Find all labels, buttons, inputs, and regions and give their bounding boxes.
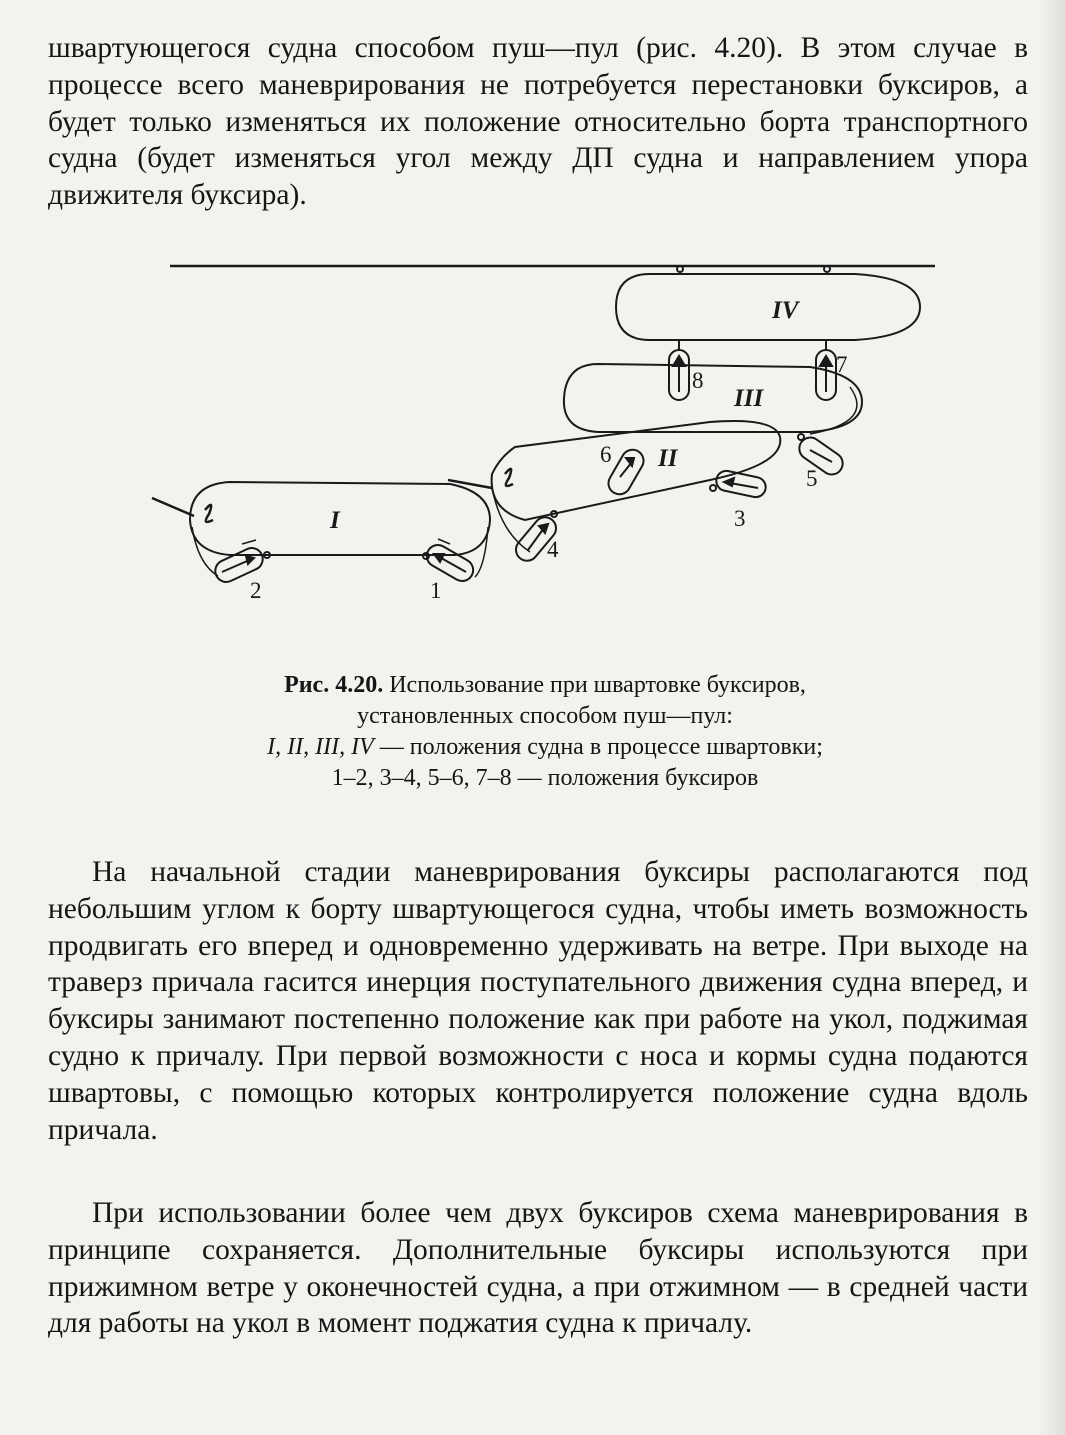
ship-label: II [658, 445, 678, 472]
tug-label-4: 4 [547, 537, 559, 562]
tug-1 [423, 527, 488, 585]
tug-5 [795, 433, 847, 479]
caption-line-3 [150, 732, 940, 763]
mooring-diagram [150, 252, 940, 622]
propeller-icon [205, 505, 213, 522]
caption-line-2: установленных способом пуш—пул: [357, 703, 733, 729]
tug-3 [710, 469, 768, 499]
tug-label-6: 6 [600, 442, 612, 467]
tug-2 [192, 527, 270, 586]
caption-text: Использование при швартовке буксиров, [383, 672, 806, 698]
caption-line-1 [150, 670, 940, 701]
ship-label: I [330, 507, 340, 534]
paragraph-2: При использовании более чем двух буксиров схема маневрирования в принципе сохраняется. Дополнительные буксиры используются при прижимном ветре у оконечностей судна, а при отжимном — в средней части для работы на укол в момент поджатия судна к причалу. [48, 1197, 1028, 1340]
bollard [824, 266, 830, 272]
caption-line-4: 1–2, 3–4, 5–6, 7–8 — положения буксиров [331, 765, 759, 791]
caption-roman-numerals: I, II, III, IV [267, 734, 374, 760]
ship-position-iv [616, 274, 920, 340]
tug-label-8: 8 [692, 368, 704, 393]
tug-label-3: 3 [734, 506, 746, 531]
propeller-icon [505, 469, 513, 486]
tug-label-7: 7 [836, 352, 848, 377]
paragraph-1: На начальной стадии маневрирования буксиры располагаются под небольшим углом к борту швартующегося судна, чтобы иметь возможность продвигать его вперед и одновременно удерживать на ветре. При выходе на траверз причала гасится инерция поступательного движения судна вперед, и буксиры занимают постепенно положение как при работе на укол, поджимая судно к причалу. При первой возможности с носа и кормы судна подаются швартовы, с помощью которых контролируется положение судна вдоль причала. [48, 856, 1028, 1146]
ship-label: IV [772, 297, 799, 324]
figure-caption [150, 670, 940, 794]
ship-label: III [734, 385, 764, 412]
tug-label-1: 1 [430, 578, 442, 603]
tug-label-5: 5 [806, 466, 818, 491]
tow-rope [152, 498, 194, 516]
page-edge-shadow [1039, 0, 1065, 1435]
tug-label-2: 2 [250, 578, 262, 603]
paragraph-top: швартующегося судна способом пуш—пул (рис. 4.20). В этом случае в процессе всего маневрирования не потребуется перестановки буксиров, а будет только изменяться их положение относительно борта транспортного судна (будет изменяться угол между ДП судна и направлением упора движителя буксира). [48, 32, 1028, 212]
caption-text: — положения судна в процессе швартовки; [373, 734, 823, 760]
tug-8 [669, 340, 689, 400]
bollard [677, 266, 683, 272]
caption-title: Рис. 4.20. [284, 672, 384, 698]
figure-4-20 [150, 252, 940, 622]
